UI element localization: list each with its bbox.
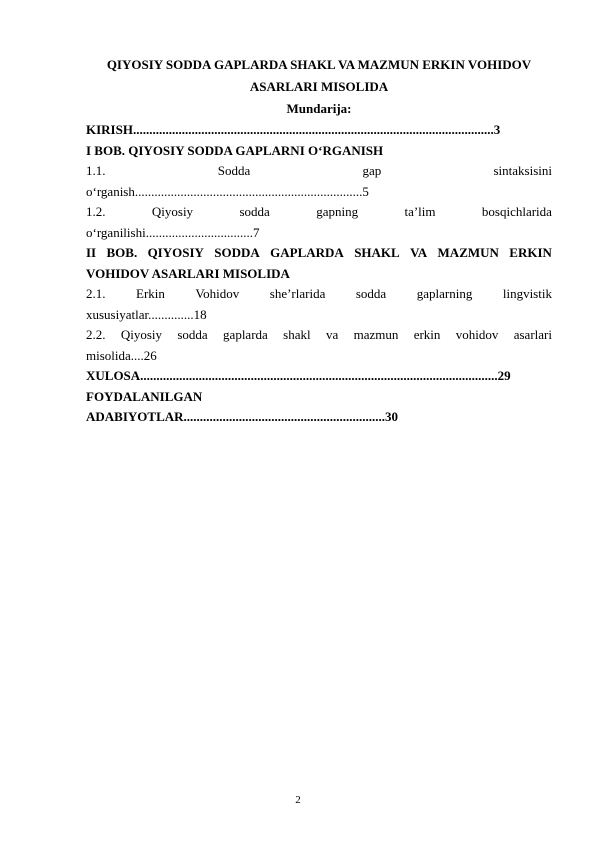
toc-word: Qiyosiy xyxy=(151,204,194,219)
toc-word: 2.2. xyxy=(86,327,106,342)
toc-word: gaplarning xyxy=(416,286,473,301)
toc-word: sodda xyxy=(177,327,208,342)
toc-word: SODDA xyxy=(214,245,260,260)
toc-word: Sodda xyxy=(217,163,251,178)
toc-word: sodda xyxy=(239,204,270,219)
toc-word: MAZMUN xyxy=(437,245,499,260)
toc-word: gap xyxy=(362,163,382,178)
toc-item-1-1-cont: o‘rganish......................................................................5 xyxy=(86,183,369,199)
toc-word: II xyxy=(86,245,97,260)
toc-word: vohidov xyxy=(455,327,499,342)
toc-word: va xyxy=(325,327,339,342)
toc-word: SHAKL xyxy=(354,245,400,260)
toc-word: VA xyxy=(410,245,428,260)
toc-chapter-2-cont: VOHIDOV ASARLARI MISOLIDA xyxy=(86,265,290,281)
toc-word: shakl xyxy=(283,327,311,342)
toc-references-cont: ADABIYOTLAR..............................................................30 xyxy=(86,409,399,424)
toc-word: Vohidov xyxy=(195,286,240,301)
toc-item-2-2-cont: misolida....26 xyxy=(86,347,157,363)
document-title-line2: ASARLARI MISOLIDA xyxy=(249,79,389,94)
toc-word: lingvistik xyxy=(502,286,552,301)
toc-word: asarlari xyxy=(513,327,552,342)
toc-word: QIYOSIY xyxy=(147,245,204,260)
toc-word: 2.1. xyxy=(86,286,106,301)
toc-word: Qiyosiy xyxy=(120,327,163,342)
toc-item-1-2-cont: o‘rganilishi.................................7 xyxy=(86,224,260,240)
toc-item-1-2 xyxy=(86,202,552,223)
toc-word: bosqichlarida xyxy=(481,204,552,219)
toc-references: FOYDALANILGAN xyxy=(86,388,203,404)
toc-word: erkin xyxy=(413,327,441,342)
toc-word: GAPLARDA xyxy=(270,245,344,260)
toc-item-2-1 xyxy=(86,284,552,305)
contents-heading: Mundarija: xyxy=(286,101,352,116)
toc-word: mazmun xyxy=(353,327,399,342)
toc-word: 1.2. xyxy=(86,204,106,219)
toc-word: Erkin xyxy=(136,286,165,301)
toc-intro: KIRISH...............................................................................................................3 xyxy=(86,122,501,137)
toc-conclusion: XULOSA..............................................................................................................29 xyxy=(86,368,511,383)
toc-word: gaplarda xyxy=(223,327,268,342)
toc-word: sintaksisini xyxy=(493,163,552,178)
toc-word: BOB. xyxy=(106,245,138,260)
toc-word: sodda xyxy=(355,286,387,301)
toc-word: 1.1. xyxy=(86,163,106,178)
toc-chapter-2 xyxy=(86,243,552,264)
document-page xyxy=(86,54,552,428)
page-number: 2 xyxy=(295,794,301,806)
toc-word: ta’lim xyxy=(404,204,436,219)
document-title: QIYOSIY SODDA GAPLARDA SHAKL VA MAZMUN ERKIN VOHIDOV xyxy=(106,57,532,72)
toc-word: ERKIN xyxy=(509,245,552,260)
toc-chapter-1: I BOB. QIYOSIY SODDA GAPLARNI O‘RGANISH xyxy=(86,142,384,158)
toc-word: gapning xyxy=(316,204,359,219)
toc-item-1-1 xyxy=(86,161,552,182)
toc-item-2-2 xyxy=(86,325,552,346)
toc-item-2-1-cont: xususiyatlar..............18 xyxy=(86,306,207,322)
toc-word: she’rlarida xyxy=(269,286,326,301)
